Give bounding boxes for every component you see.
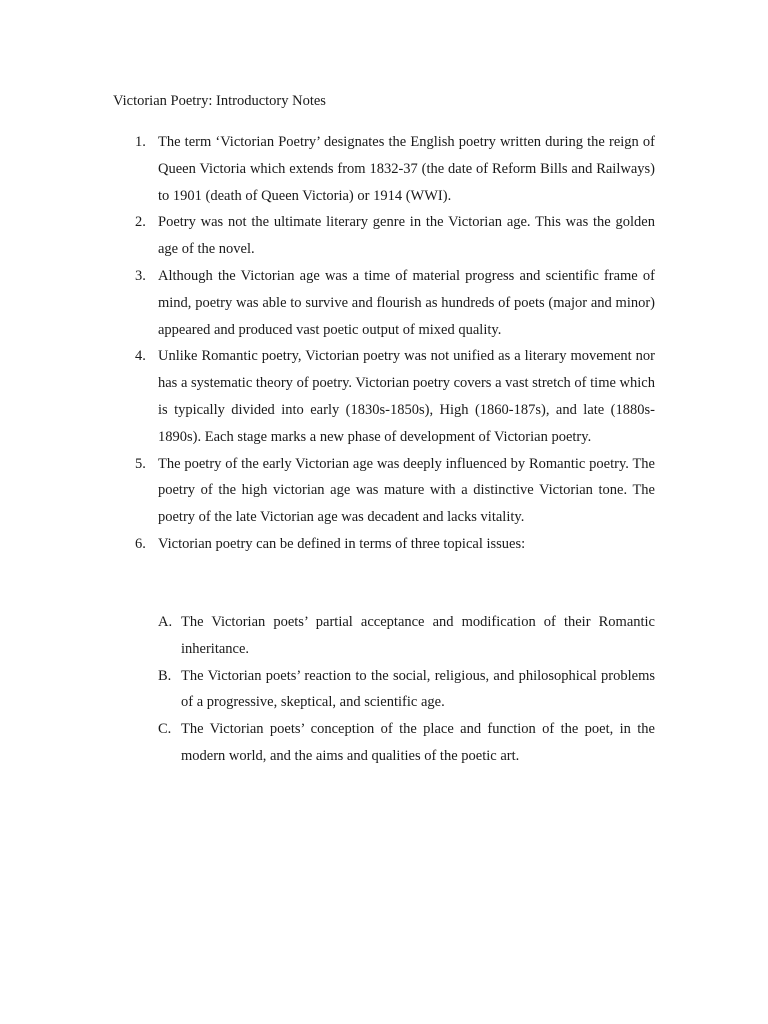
list-item-text: The term ‘Victorian Poetry’ designates the English poetry written during the reign of Queen Victoria which extends from 1832-37 (the date of Reform Bills and Railways) to 1901 (death of Queen Victoria) or 1914 (WWI). [158,134,655,204]
list-item [158,663,655,717]
list-item [135,263,655,343]
list-marker: 2. [135,214,146,231]
list-marker: 3. [135,267,146,284]
list-item-text: The Victorian poets’ reaction to the social, religious, and philosophical problems of a progressive, skeptical, and scientific age. [181,667,655,711]
list-marker: 6. [135,535,146,552]
list-item-text: Although the Victorian age was a time of material progress and scientific frame of mind, poetry was able to survive and flourish as hundreds of poets (major and minor) appeared and produced vast poetic output of mixed quality. [158,267,655,338]
lettered-list [158,609,655,770]
list-item-text: Unlike Romantic poetry, Victorian poetry was not unified as a literary movement nor has a systematic theory of poetry. Victorian poetry covers a vast stretch of time which is typically divided into early (1830s-1850s), High (1860-187s), and late (1880s-1890s). Each stage marks a new phase of development of Victorian poetry. [158,348,655,445]
list-item [135,451,655,531]
list-marker: 5. [135,455,146,472]
list-item-text: Poetry was not the ultimate literary genre in the Victorian age. This was the golden age of the novel. [158,214,655,258]
numbered-list [135,129,655,558]
list-item-text: Victorian poetry can be defined in terms of three topical issues: [158,535,526,552]
list-item [158,609,655,663]
list-marker: 1. [135,134,146,150]
list-marker: 4. [135,348,146,365]
list-item [158,716,655,770]
list-item [135,129,655,209]
list-item [135,209,655,263]
list-item [135,531,655,558]
list-item-text: The Victorian poets’ conception of the place and function of the poet, in the modern world, and the aims and qualities of the poetic art. [181,721,655,764]
list-marker: A. [158,614,173,630]
document-title: Victorian Poetry: Introductory Notes [113,93,326,109]
list-marker: C. [158,721,172,738]
list-item [135,343,655,450]
list-marker: B. [158,667,172,684]
list-item-text: The poetry of the early Victorian age was deeply influenced by Romantic poetry. The poetry of the high victorian age was mature with a distinctive Victorian tone. The poetry of the late Victorian age was decadent and lacks vitality. [158,455,655,526]
list-item-text: The Victorian poets’ partial acceptance and modification of their Romantic inheritance. [181,614,655,657]
